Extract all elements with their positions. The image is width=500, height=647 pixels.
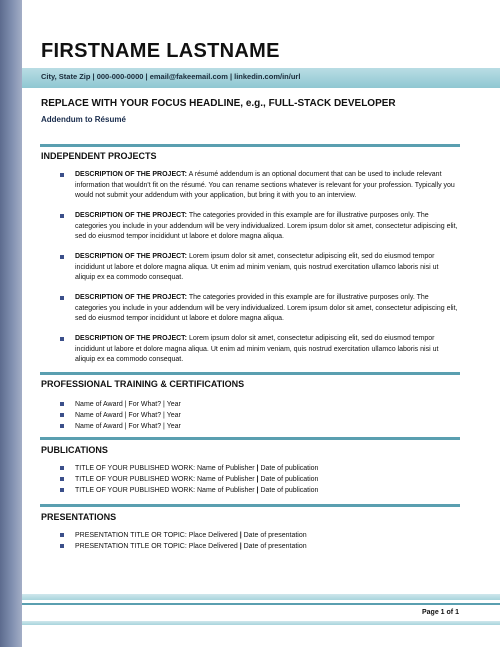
list-item (60, 474, 460, 485)
bullet-icon (60, 402, 64, 406)
project-label: DESCRIPTION OF THE PROJECT: (75, 253, 188, 260)
presentation-text: PRESENTATION TITLE OR TOPIC: Place Delivered (75, 543, 240, 550)
project-label: DESCRIPTION OF THE PROJECT: (75, 212, 188, 219)
project-text: Lorem ipsum dolor sit amet, consectetur adipiscing elit, sed do eiusmod tempor incididunt ut labore et dolore magna aliqua. Ut enim ad minim veniam, quis nostrud exercitation ullamco laboris nisi ut aliquip ex ea commodo consequat. (75, 253, 439, 281)
publication-date: Date of publication (258, 476, 319, 483)
award-text: Name of Award | For What? | Year (75, 412, 181, 419)
list-item (60, 421, 460, 432)
project-text: The categories provided in this example are for illustrative purposes only. The categories you include in your addendum will be very individualized. Lorem ipsum dolor sit amet, consectetur adipiscing elit, sed do eiusmod tempor incididunt ut labore et dolore magna aliqua. (75, 294, 458, 322)
resume-page (22, 0, 500, 647)
award-text: Name of Award | For What? | Year (75, 423, 181, 430)
list-item (60, 170, 460, 202)
project-text: A résumé addendum is an optional document that can be used to include relevant information that wouldn't fit on the résumé. You can rename sections whatever is relevant for your profession. Typically you would not submit your addendum with your application, but bring it with you to an interview. (75, 171, 455, 199)
bullet-icon (60, 413, 64, 417)
section-title-projects: INDEPENDENT PROJECTS (41, 151, 157, 161)
page-number: Page 1 of 1 (422, 609, 459, 616)
footer-band (22, 594, 500, 600)
bullet-icon (60, 173, 64, 177)
presentations-list (60, 530, 460, 552)
list-item (60, 293, 460, 325)
section-divider (40, 144, 460, 147)
list-item (60, 485, 460, 496)
award-text: Name of Award | For What? | Year (75, 401, 181, 408)
bullet-icon (60, 337, 64, 341)
projects-list (60, 170, 460, 375)
separator: | (256, 465, 259, 472)
bullet-icon (60, 544, 64, 548)
section-title-publications: PUBLICATIONS (41, 445, 108, 455)
bullet-icon (60, 214, 64, 218)
bullet-icon (60, 424, 64, 428)
project-text: Lorem ipsum dolor sit amet, consectetur adipiscing elit, sed do eiusmod tempor incididunt ut labore et dolore magna aliqua. Ut enim ad minim veniam, quis nostrud exercitation ullamco laboris nisi ut aliquip ex ea commodo consequat. (75, 335, 439, 363)
training-list (60, 399, 460, 432)
publication-text: TITLE OF YOUR PUBLISHED WORK: Name of Publisher (75, 465, 257, 472)
list-item (60, 334, 460, 366)
footer-band-bottom (22, 621, 500, 625)
list-item (60, 252, 460, 284)
candidate-name: FIRSTNAME LASTNAME (41, 40, 280, 62)
publication-text: TITLE OF YOUR PUBLISHED WORK: Name of Publisher (75, 487, 257, 494)
document-subtitle: Addendum to Résumé (41, 115, 126, 124)
presentation-date: Date of presentation (241, 543, 307, 550)
list-item (60, 211, 460, 243)
list-item (60, 463, 460, 474)
presentation-date: Date of presentation (241, 532, 307, 539)
contact-info: City, State Zip | 000-000-0000 | email@fakeemail.com | linkedin.com/in/url (41, 72, 301, 81)
publication-text: TITLE OF YOUR PUBLISHED WORK: Name of Publisher (75, 476, 257, 483)
section-title-training: PROFESSIONAL TRAINING & CERTIFICATIONS (41, 379, 245, 389)
separator: | (256, 476, 259, 483)
list-item (60, 410, 460, 421)
sidebar-accent (0, 0, 22, 647)
section-divider (40, 504, 460, 507)
bullet-icon (60, 488, 64, 492)
list-item (60, 541, 460, 552)
project-label: DESCRIPTION OF THE PROJECT: (75, 294, 188, 301)
project-text: The categories provided in this example are for illustrative purposes only. The categories you include in your addendum will be very individualized. Lorem ipsum dolor sit amet, consectetur adipiscing elit, sed do eiusmod tempor incididunt ut labore et dolore magna aliqua. (75, 212, 458, 240)
section-title-presentations: PRESENTATIONS (41, 512, 117, 522)
focus-headline: REPLACE WITH YOUR FOCUS HEADLINE, e.g., FULL-STACK DEVELOPER (41, 98, 396, 109)
presentation-text: PRESENTATION TITLE OR TOPIC: Place Delivered (75, 532, 240, 539)
publication-date: Date of publication (258, 487, 319, 494)
list-item (60, 530, 460, 541)
bullet-icon (60, 296, 64, 300)
separator: | (256, 487, 259, 494)
project-label: DESCRIPTION OF THE PROJECT: (75, 335, 188, 342)
bullet-icon (60, 533, 64, 537)
publications-list (60, 463, 460, 496)
publication-date: Date of publication (258, 465, 319, 472)
bullet-icon (60, 466, 64, 470)
section-divider (40, 437, 460, 440)
list-item (60, 399, 460, 410)
separator: | (239, 532, 242, 539)
project-label: DESCRIPTION OF THE PROJECT: (75, 171, 188, 178)
bullet-icon (60, 477, 64, 481)
bullet-icon (60, 255, 64, 259)
separator: | (239, 543, 242, 550)
section-divider (40, 372, 460, 375)
footer-divider (22, 603, 500, 605)
